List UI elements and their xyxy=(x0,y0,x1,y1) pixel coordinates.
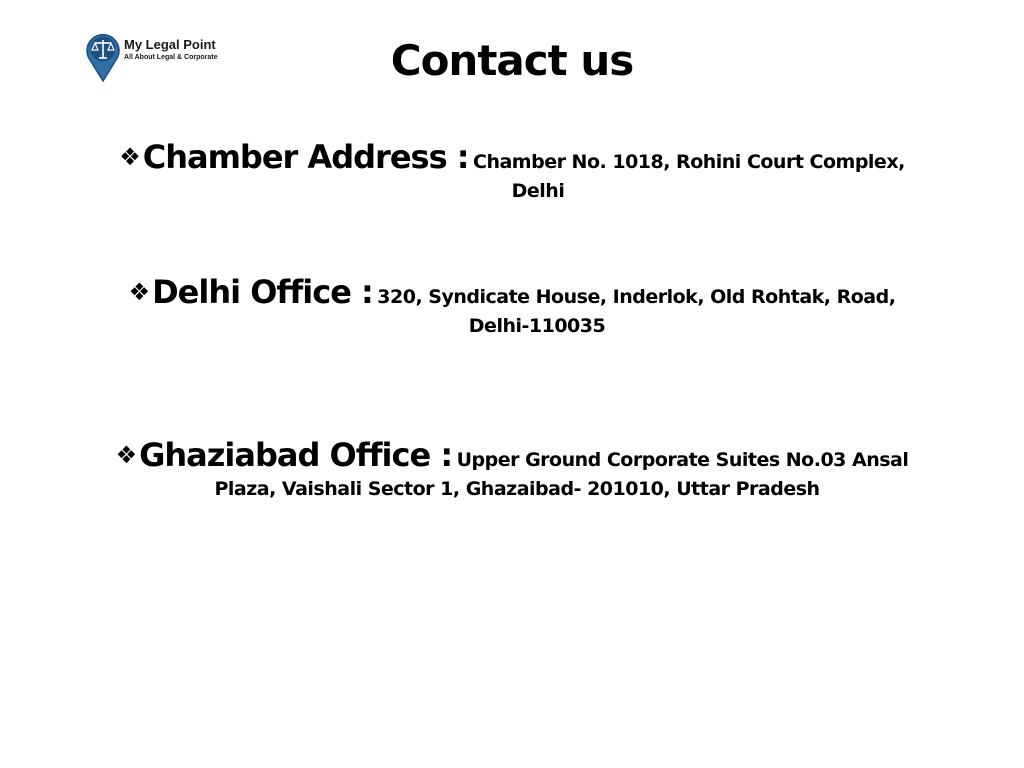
delhi-office-line1: 320, Syndicate House, Inderlok, Old Rohtak, Road, xyxy=(377,286,896,308)
delhi-office-line2: Delhi-110035 xyxy=(468,315,606,337)
logo-name: My Legal Point xyxy=(124,37,216,52)
diamond-bullet-icon: ❖ xyxy=(115,441,138,469)
chamber-address-heading: Chamber Address : xyxy=(142,138,469,176)
chamber-address-line2: Delhi xyxy=(511,180,565,202)
ghaziabad-office-line1: Upper Ground Corporate Suites No.03 Ansal xyxy=(456,449,909,471)
delhi-office-heading: Delhi Office : xyxy=(152,273,373,311)
ghaziabad-office-entry xyxy=(20,436,1004,500)
logo-tagline: All About Legal & Corporate xyxy=(124,54,218,61)
ghaziabad-office-heading: Ghaziabad Office : xyxy=(139,436,453,474)
chamber-address-line1: Chamber No. 1018, Rohini Court Complex, xyxy=(473,151,905,173)
ghaziabad-office-line2: Plaza, Vaishali Sector 1, Ghazaibad- 201010, Uttar Pradesh xyxy=(214,478,820,500)
page-title: Contact us xyxy=(390,36,634,85)
diamond-bullet-icon: ❖ xyxy=(119,143,141,171)
chamber-address-entry xyxy=(40,138,984,202)
diamond-bullet-icon: ❖ xyxy=(128,278,151,306)
delhi-office-entry xyxy=(40,273,984,337)
